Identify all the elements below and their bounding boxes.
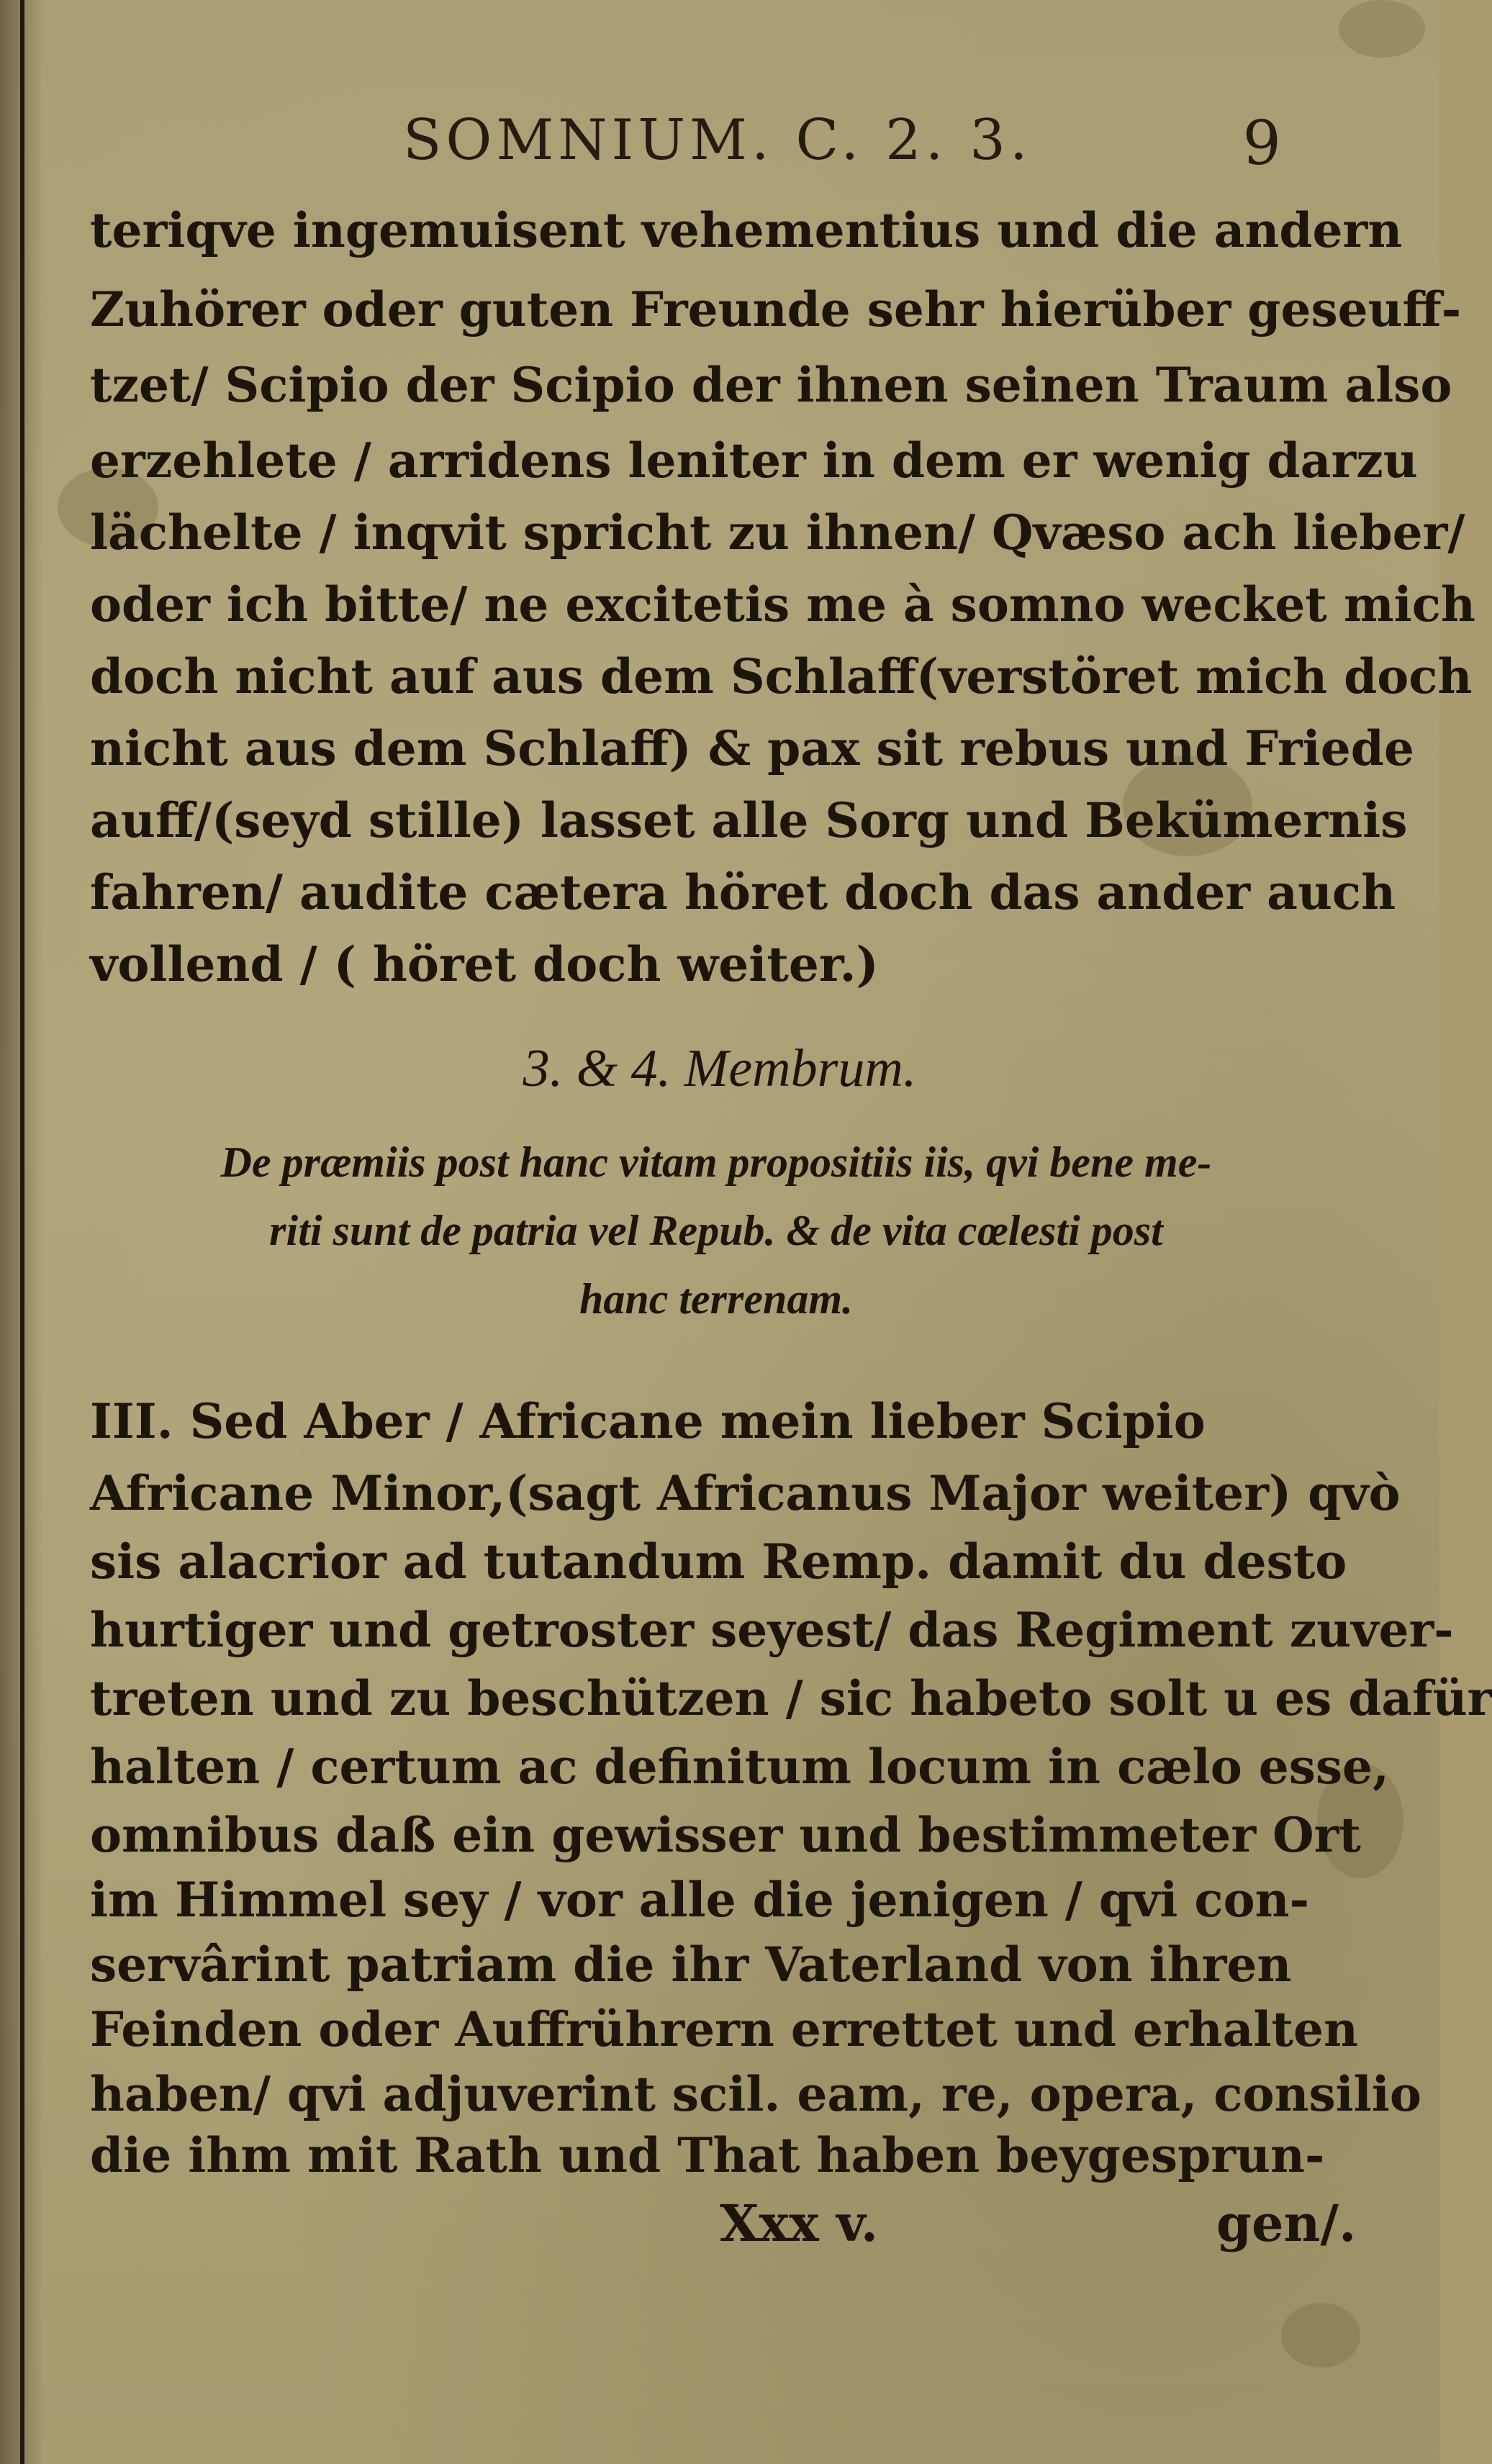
- body-line: teriqve ingemuisent vehementius und die andern: [90, 202, 1403, 258]
- paragraph-line: im Himmel sey / vor alle die jenigen / qvi con-: [90, 1872, 1310, 1928]
- binding-edge: [20, 0, 24, 2464]
- body-line: oder ich bitte/ ne excitetis me à somno wecket mich: [90, 576, 1475, 633]
- body-line: erzehlete / arridens leniter in dem er wenig darzu: [90, 432, 1418, 489]
- body-line: vollend / ( höret doch weiter.): [90, 936, 879, 992]
- paper-stain: [1339, 0, 1425, 58]
- paragraph-line: sis alacrior ad tutandum Remp. damit du desto: [90, 1534, 1347, 1590]
- signature-mark: Xxx v.: [720, 2193, 879, 2253]
- body-line: tzet/ Scipio der Scipio der ihnen seinen Traum also: [90, 357, 1452, 413]
- body-line: nicht aus dem Schlaff) & pax sit rebus und Friede: [90, 720, 1414, 776]
- running-title: SOMNIUM. C. 2. 3.: [403, 108, 1032, 173]
- paragraph-line: halten / certum ac definitum locum in cælo esse,: [90, 1739, 1389, 1795]
- catchword: gen/.: [1216, 2193, 1357, 2253]
- body-line: fahren/ audite cætera höret doch das ander auch: [90, 864, 1396, 920]
- paragraph-line: omnibus daß ein gewisser und bestimmeter Ort: [90, 1807, 1361, 1863]
- paragraph-line: Africane Minor,(sagt Africanus Major weiter) qvò: [90, 1465, 1401, 1521]
- body-line: doch nicht auf aus dem Schlaff(verstöret mich doch: [90, 648, 1473, 705]
- section-summary-line: De præmiis post hanc vitam propositiis iis, qvi bene me-: [220, 1138, 1212, 1186]
- section-summary-line: riti sunt de patria vel Repub. & de vita cœlesti post: [269, 1207, 1163, 1254]
- section-summary-line: hanc terrenam.: [579, 1275, 854, 1323]
- body-line: Zuhörer oder guten Freunde sehr hierüber geseuff-: [90, 281, 1462, 338]
- paragraph-line: III. Sed Aber / Africane mein lieber Scipio: [90, 1393, 1206, 1449]
- paragraph-line: treten und zu beschützen / sic habeto solt u es dafür: [90, 1670, 1492, 1726]
- paper-stain: [1281, 2303, 1360, 2368]
- page-number: 9: [1242, 108, 1281, 178]
- paragraph-line: die ihm mit Rath und That haben beygesprun-: [90, 2127, 1325, 2183]
- paragraph-line: servârint patriam die ihr Vaterland von ihren: [90, 1937, 1292, 1993]
- body-line: lächelte / inqvit spricht zu ihnen/ Qvæso ach lieber/: [90, 504, 1465, 561]
- section-title: 3. & 4. Membrum.: [523, 1039, 917, 1098]
- paragraph-line: hurtiger und getroster seyest/ das Regiment zuver-: [90, 1602, 1454, 1658]
- paragraph-line: Feinden oder Auffrührern errettet und erhalten: [90, 2001, 1359, 2057]
- paragraph-line: haben/ qvi adjuverint scil. eam, re, opera, consilio: [90, 2066, 1421, 2122]
- body-line: auff/(seyd stille) lasset alle Sorg und Bekümernis: [90, 792, 1408, 848]
